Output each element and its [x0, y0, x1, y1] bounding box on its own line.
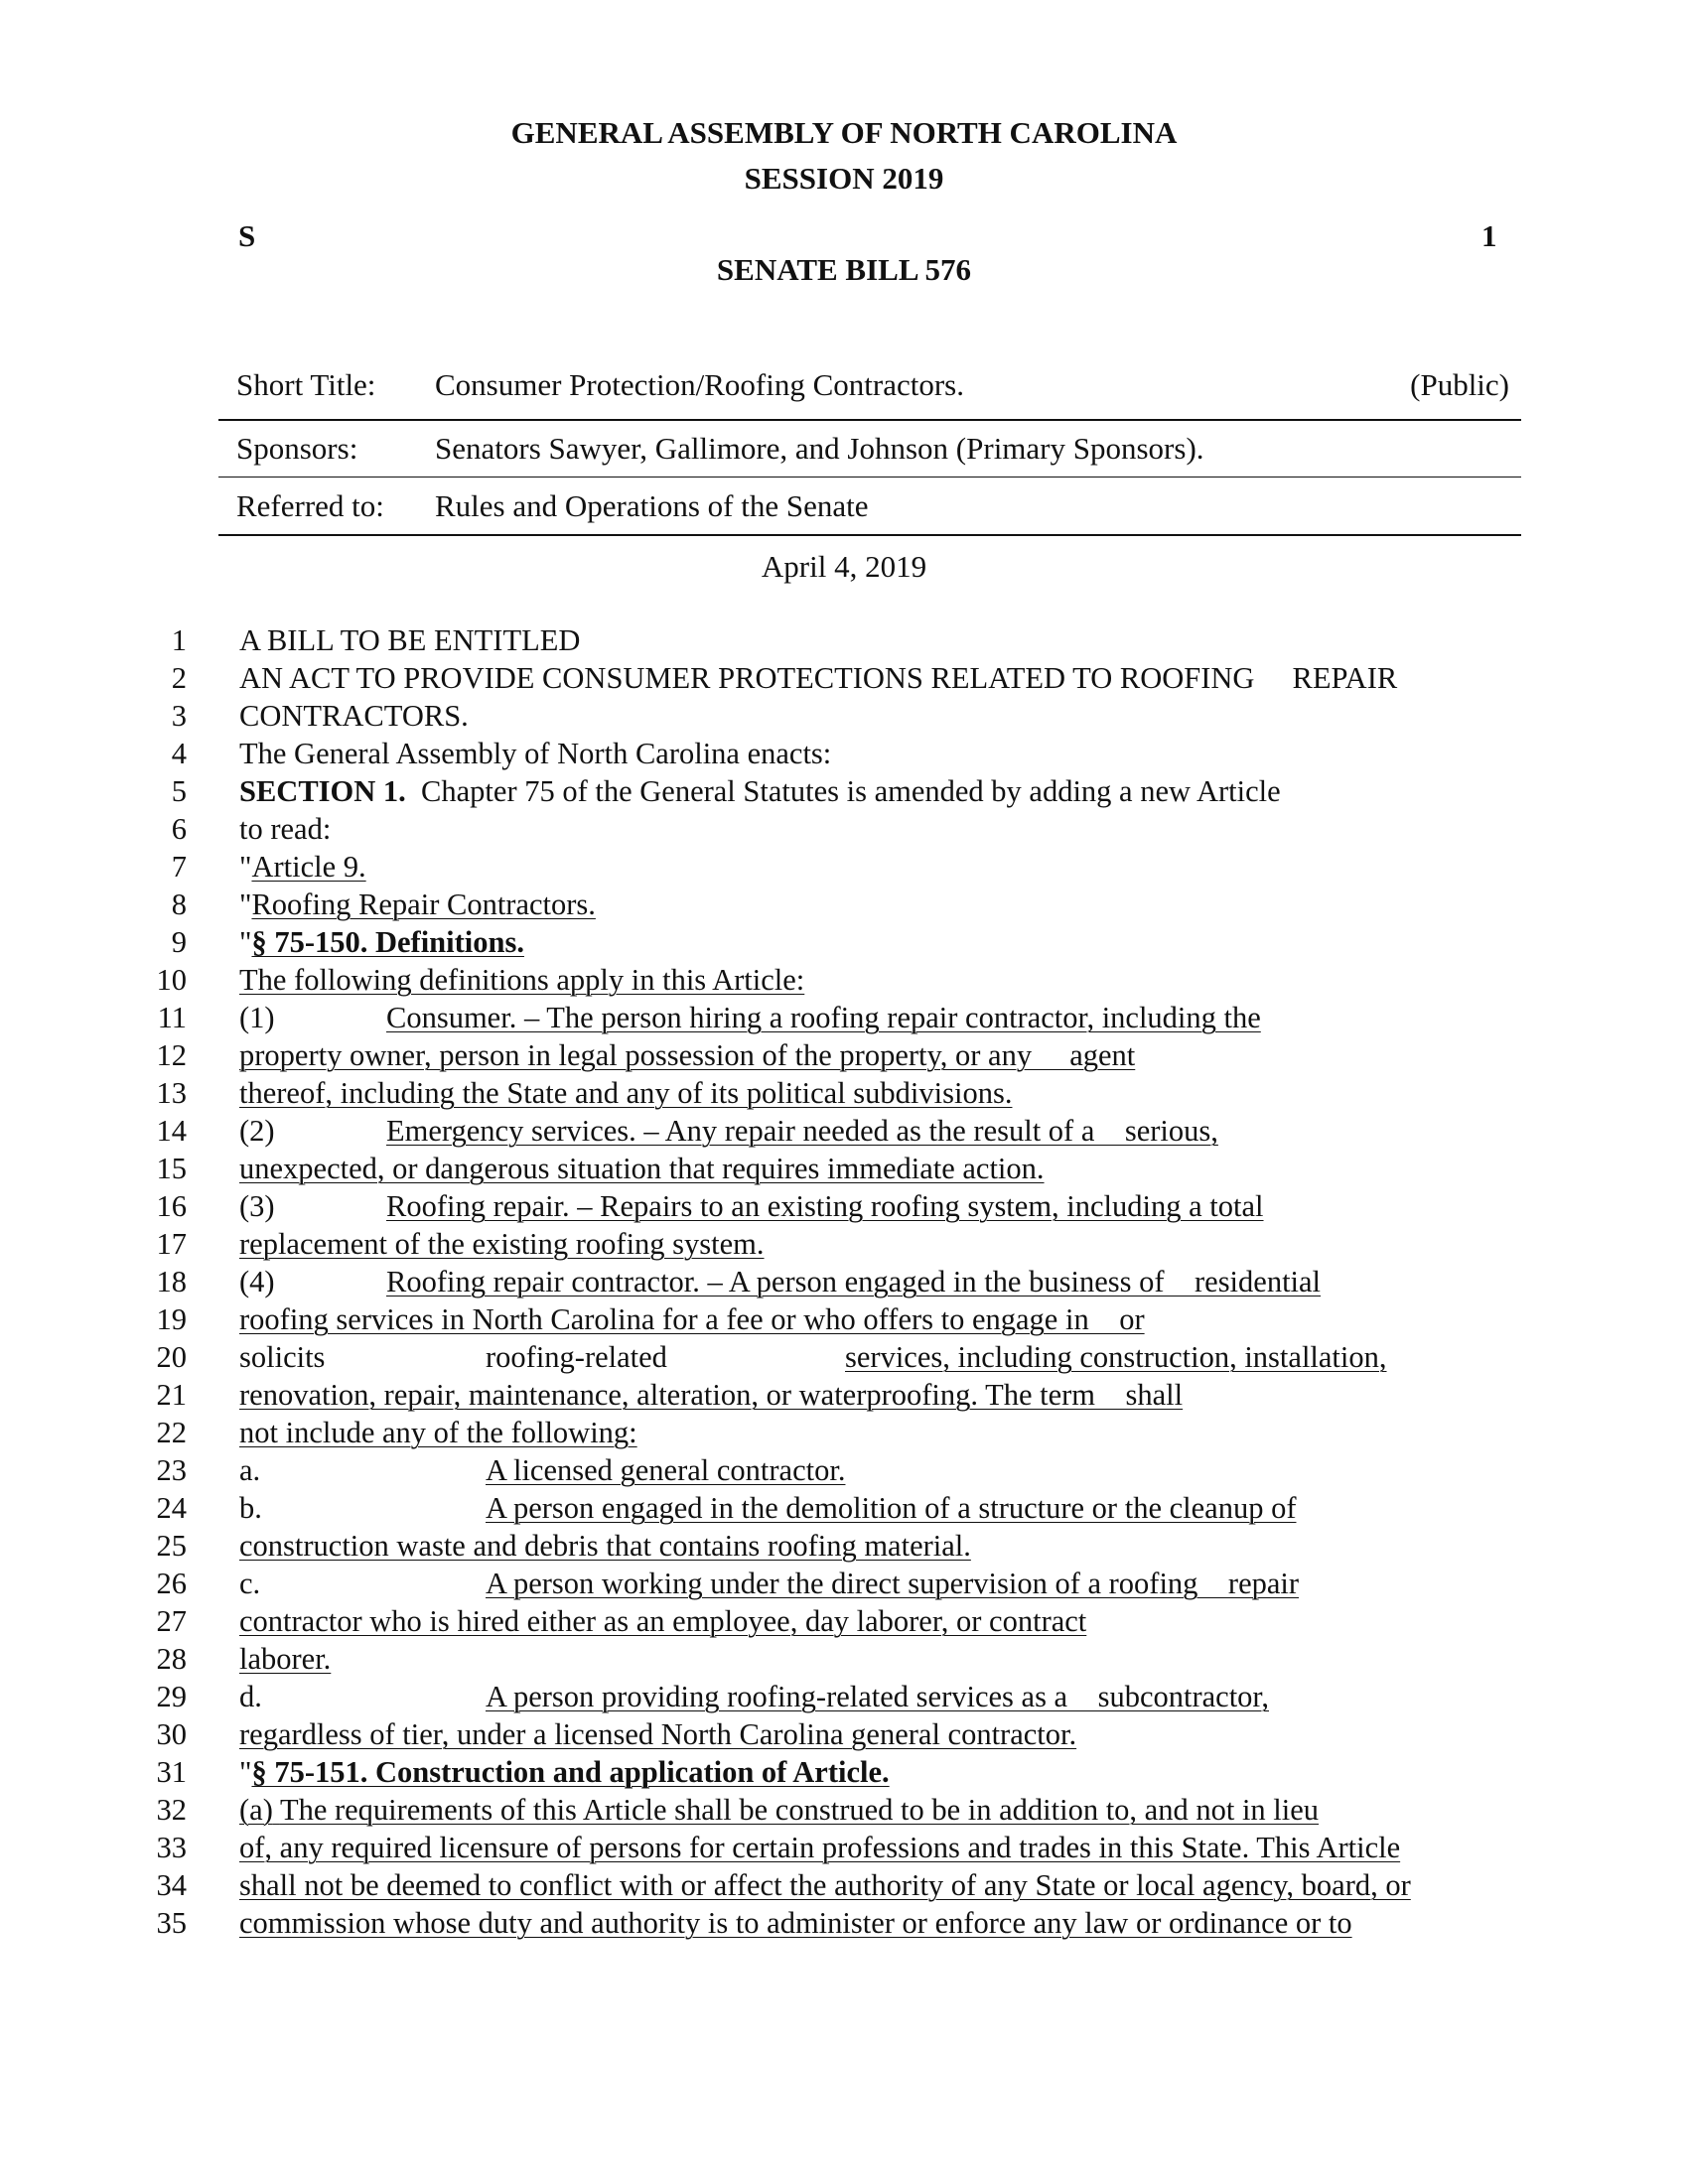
line-text-part: The requirements of this Article shall be construed to be in addition to, and not in lieu: [279, 1793, 1320, 1827]
line-number: 7: [171, 850, 187, 884]
line-number: 2: [171, 661, 187, 695]
section-title: § 75-150. Definitions.: [251, 925, 524, 959]
line-text: [239, 1791, 1525, 1829]
line-text: commission whose duty and authority is to administer or enforce any law or ordinance or to: [239, 1906, 1352, 1940]
line-text: of, any required licensure of persons for certain professions and trades in this State. This Article: [239, 1831, 1401, 1864]
quote-mark: ": [239, 1755, 252, 1789]
line-text: [239, 1678, 1525, 1715]
section-title: § 75-151. Construction and application of Article.: [251, 1755, 890, 1789]
article-number: Article 9.: [251, 850, 366, 884]
line-text-part: A person engaged in the demolition of a structure or the cleanup of: [486, 1491, 1297, 1525]
quote-mark: ": [239, 887, 252, 921]
line-number: 26: [156, 1567, 187, 1600]
line-number: 10: [156, 963, 187, 997]
line-number: 25: [156, 1529, 187, 1563]
line-text: The General Assembly of North Carolina enacts:: [239, 737, 832, 770]
item-letter: a.: [239, 1453, 261, 1487]
line-number: 28: [156, 1642, 187, 1676]
public-tag: (Public): [1410, 367, 1509, 402]
line-number: 32: [156, 1793, 187, 1827]
line-text: A BILL TO BE ENTITLED: [239, 623, 581, 657]
line-text: AN ACT TO PROVIDE CONSUMER PROTECTIONS RELATED TO ROOFING REPAIR: [239, 661, 1398, 695]
assembly-heading: GENERAL ASSEMBLY OF NORTH CAROLINA: [510, 115, 1178, 150]
line-number: 29: [156, 1680, 187, 1713]
item-letter: c.: [239, 1567, 261, 1600]
line-text-part: Consumer. – The person hiring a roofing repair contractor, including the: [386, 1001, 1261, 1034]
line-text: regardless of tier, under a licensed North Carolina general contractor.: [239, 1717, 1077, 1751]
item-number: (2): [239, 1114, 275, 1148]
short-title-value: Consumer Protection/Roofing Contractors.: [435, 367, 964, 402]
line-text-part: Roofing repair contractor. – A person engaged in the business of residential: [386, 1265, 1322, 1298]
line-text-part: Emergency services. – Any repair needed as the result of a serious,: [386, 1114, 1218, 1148]
line-text: roofing services in North Carolina for a fee or who offers to engage in or: [239, 1302, 1145, 1336]
line-text: construction waste and debris that contains roofing material.: [239, 1529, 971, 1563]
line-text-part: Roofing repair. – Repairs to an existing roofing system, including a total: [386, 1189, 1264, 1223]
line-text: laborer.: [239, 1642, 332, 1676]
line-text: [239, 1451, 1525, 1489]
line-text: contractor who is hired either as an employee, day laborer, or contract: [239, 1604, 1087, 1638]
line-number: 4: [171, 737, 187, 770]
line-number: 33: [156, 1831, 187, 1864]
line-text-part: Chapter 75 of the General Statutes is amended by adding a new Article: [421, 774, 1281, 808]
line-number: 20: [156, 1340, 187, 1374]
line-text: [239, 772, 1525, 810]
table-rule: [218, 534, 1521, 536]
line-text: replacement of the existing roofing system.: [239, 1227, 765, 1261]
line-text: [239, 1112, 1401, 1150]
line-number: 3: [171, 699, 187, 733]
line-text-part: A person providing roofing-related services as a subcontractor,: [486, 1680, 1269, 1713]
bill-number-heading: SENATE BILL 576: [716, 252, 972, 287]
line-text: [239, 923, 1525, 961]
item-number: (4): [239, 1265, 275, 1298]
line-text-part: services, including construction, installation,: [845, 1340, 1387, 1374]
filing-date: April 4, 2019: [761, 549, 927, 584]
sponsors-label: Sponsors:: [236, 431, 358, 466]
line-text: property owner, person in legal possession of the property, or any agent: [239, 1038, 1136, 1072]
line-number: 21: [156, 1378, 187, 1412]
line-text: renovation, repair, maintenance, alteration, or waterproofing. The term shall: [239, 1378, 1184, 1412]
line-number: 22: [156, 1416, 187, 1449]
line-number: 9: [171, 925, 187, 959]
line-text: [239, 848, 1525, 886]
line-text: thereof, including the State and any of its political subdivisions.: [239, 1076, 1013, 1110]
line-number: 23: [156, 1453, 187, 1487]
line-number: 11: [157, 1001, 187, 1034]
line-text: to read:: [239, 812, 332, 846]
line-number: 34: [156, 1868, 187, 1902]
line-text: [239, 1753, 1525, 1791]
line-number: 13: [156, 1076, 187, 1110]
line-number: 31: [156, 1755, 187, 1789]
line-text: [239, 1187, 1401, 1225]
line-text-part: solicits: [239, 1340, 326, 1374]
line-number: 19: [156, 1302, 187, 1336]
line-number: 15: [156, 1152, 187, 1185]
line-text: [239, 1565, 1525, 1602]
edition-number: 1: [1481, 218, 1497, 253]
table-rule: [218, 477, 1521, 478]
line-number: 18: [156, 1265, 187, 1298]
line-text: shall not be deemed to conflict with or affect the authority of any State or local agency, board, or: [239, 1868, 1411, 1902]
chamber-letter: S: [238, 218, 256, 253]
line-text: [239, 999, 1401, 1036]
quote-mark: ": [239, 925, 252, 959]
line-number: 16: [156, 1189, 187, 1223]
line-text: [239, 1489, 1525, 1527]
short-title-label: Short Title:: [236, 367, 376, 402]
line-number: 6: [171, 812, 187, 846]
line-text: The following definitions apply in this Article:: [239, 963, 805, 997]
line-number: 27: [156, 1604, 187, 1638]
subsection-letter: (a): [239, 1793, 273, 1827]
item-letter: b.: [239, 1491, 262, 1525]
line-text: CONTRACTORS.: [239, 699, 469, 733]
line-text: [239, 886, 1525, 923]
session-heading: SESSION 2019: [744, 161, 944, 196]
line-number: 12: [156, 1038, 187, 1072]
line-number: 14: [156, 1114, 187, 1148]
line-number: 5: [171, 774, 187, 808]
line-number: 8: [171, 887, 187, 921]
line-text: not include any of the following:: [239, 1416, 637, 1449]
item-number: (1): [239, 1001, 275, 1034]
section-heading: SECTION 1.: [239, 774, 406, 808]
referred-value: Rules and Operations of the Senate: [435, 488, 869, 523]
item-number: (3): [239, 1189, 275, 1223]
line-number: 30: [156, 1717, 187, 1751]
line-number: 17: [156, 1227, 187, 1261]
line-text-part: A person working under the direct supervision of a roofing repair: [486, 1567, 1300, 1600]
line-text: [239, 1263, 1401, 1300]
article-title: Roofing Repair Contractors.: [251, 887, 596, 921]
item-letter: d.: [239, 1680, 262, 1713]
referred-label: Referred to:: [236, 488, 384, 523]
line-text: [239, 1338, 1525, 1376]
quote-mark: ": [239, 850, 252, 884]
line-text-part: A licensed general contractor.: [486, 1453, 846, 1487]
line-text: unexpected, or dangerous situation that requires immediate action.: [239, 1152, 1045, 1185]
line-number: 1: [171, 623, 187, 657]
line-number: 24: [156, 1491, 187, 1525]
line-text-part: roofing-related: [486, 1340, 667, 1374]
table-rule: [218, 419, 1521, 421]
sponsors-value: Senators Sawyer, Gallimore, and Johnson (Primary Sponsors).: [435, 431, 1204, 466]
line-number: 35: [156, 1906, 187, 1940]
